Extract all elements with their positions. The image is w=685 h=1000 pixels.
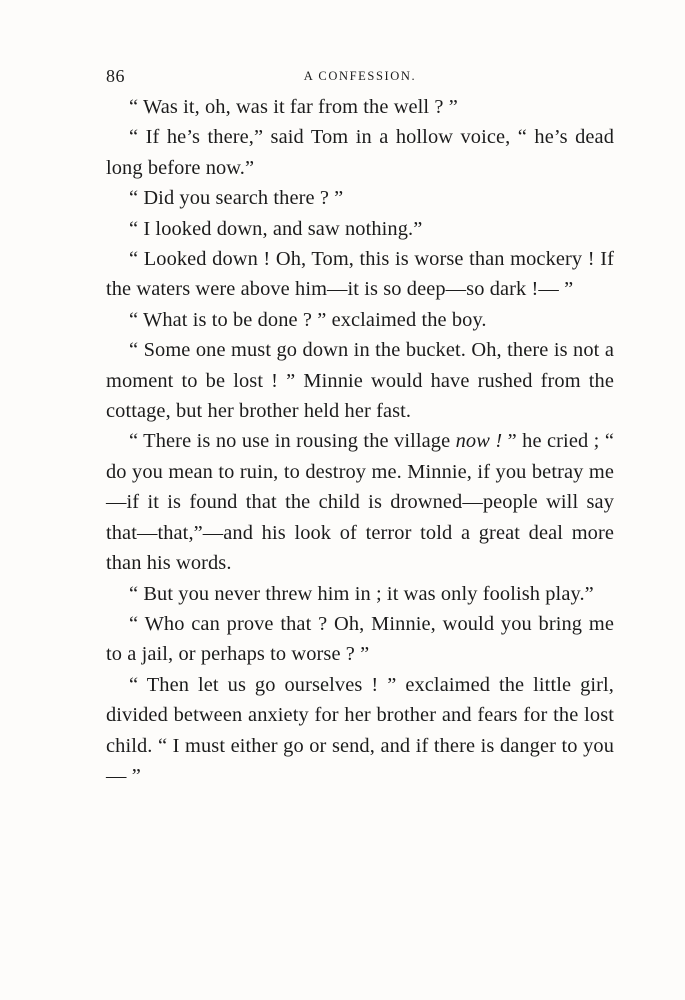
running-head: A CONFESSION. [303, 69, 417, 83]
page-body [106, 92, 614, 791]
paragraph: “ What is to be done ? ” exclaimed the boy. [129, 308, 487, 331]
paragraph: “ I looked down, and saw nothing.” [129, 217, 423, 240]
paragraph-text: ” he cried ; “ do you mean to ruin, to destroy me. Minnie, if you betray me—if it is found that the child is drowned—people will say that—that,”—and his look of terror told a great deal more than his words. [106, 430, 614, 575]
paragraph: “ But you never threw him in ; it was only foolish play.” [129, 582, 594, 605]
page-header [106, 66, 614, 90]
paragraph: “ Did you search there ? ” [129, 187, 344, 210]
paragraph: “ If he’s there,” said Tom in a hollow voice, “ he’s dead long before now.” [106, 126, 614, 179]
page-number: 86 [106, 66, 125, 86]
paragraph: “ Who can prove that ? Oh, Minnie, would you bring me to a jail, or perhaps to worse ? ” [106, 612, 614, 666]
emphasis-text: now ! [455, 430, 503, 453]
paragraph: “ Looked down ! Oh, Tom, this is worse than mockery ! If the waters were above him—it is so deep—so dark !— ” [106, 248, 614, 301]
paragraph-text: “ There is no use in rousing the village [129, 430, 456, 453]
paragraph: “ Then let us go ourselves ! ” exclaimed the little girl, divided between anxiety for her brother and fears for the lost child. “ I must either go or send, and if there is danger to you— ” [106, 673, 614, 787]
paragraph: “ Some one must go down in the bucket. Oh, there is not a moment to be lost ! ” Minnie would have rushed from the cottage, but her brother held her fast. [106, 339, 614, 423]
paragraph: “ Was it, oh, was it far from the well ? ” [129, 96, 458, 118]
paragraph [106, 426, 614, 578]
